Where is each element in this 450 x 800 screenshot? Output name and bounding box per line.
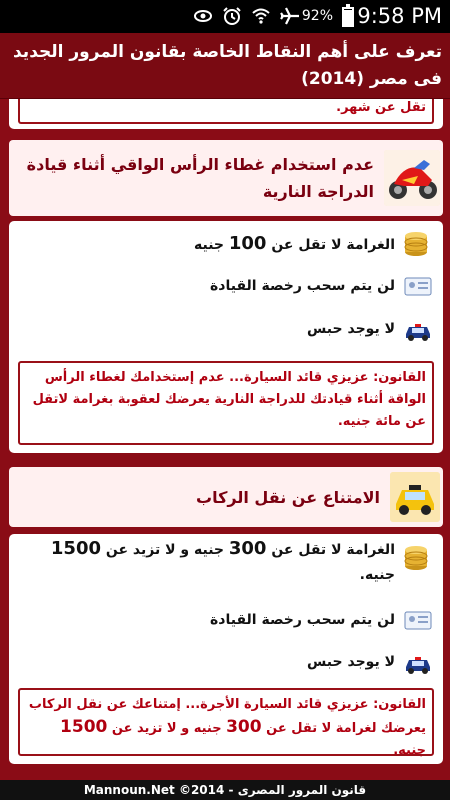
coins-icon: [403, 542, 433, 572]
fine-amount: 100: [228, 232, 267, 254]
motorcycle-icon: [384, 150, 440, 206]
police-car-icon: [403, 647, 433, 677]
license-row: [9, 600, 443, 640]
law-box: [18, 361, 434, 445]
prison-text: لا يوجد حبس: [307, 321, 395, 337]
eye-icon: [193, 6, 213, 26]
footer: [0, 780, 450, 800]
status-bar: [0, 0, 450, 33]
fine-row: [9, 223, 443, 263]
law-text: القانون: عزيزي قائد السيارة... عدم إستخدامك لغطاء الرأس الواقة أثناء قيادتك للدراجة النارية يعرضك لعقوبة بغرامة لاتقل عن مائة جنيه.: [32, 370, 426, 429]
violation-card: [9, 221, 443, 453]
fine-amount: 300: [228, 538, 267, 559]
topic-header[interactable]: [9, 140, 443, 216]
content-scroll[interactable]: [0, 99, 450, 780]
law-text: تقل عن شهر.: [336, 100, 426, 115]
fine-text: الغرامة لا تقل عن 100 جنيه: [193, 232, 395, 254]
prison-row: [9, 642, 443, 682]
law-box: [18, 688, 434, 756]
violation-card: [9, 534, 443, 764]
status-time: 9:58 PM: [357, 4, 442, 28]
alarm-icon: [222, 6, 242, 26]
coins-icon: [403, 228, 433, 258]
battery-percent: 92%: [301, 8, 333, 24]
topic-header[interactable]: [9, 467, 443, 527]
license-card-icon: [403, 605, 433, 635]
prison-row: [9, 309, 443, 349]
previous-card: [9, 99, 443, 129]
law-box: [18, 99, 434, 124]
license-card-icon: [403, 271, 433, 301]
law-text: القانون: عزيزي قائد السيارة الأجرة... إمتناعك عن نقل الركاب يعرضك لغرامة لا تقل عن 300 جنيه و لا تزيد عن 1500 جنيه.: [28, 697, 426, 758]
app-header: [0, 33, 450, 99]
prison-text: لا يوجد حبس: [307, 654, 395, 670]
footer-app: - قانون المرور المصرى: [228, 783, 367, 797]
page-title: تعرف على أهم النقاط الخاصة بقانون المرور الجديد فى مصر (2014): [12, 42, 442, 89]
fine-text: الغرامة لا تقل عن 300 جنيه و لا تزيد عن 1500 جنيه.: [50, 538, 395, 583]
battery-icon: [342, 7, 354, 27]
airplane-icon: [280, 6, 300, 26]
fine-amount-max: 1500: [50, 538, 102, 559]
license-row: [9, 266, 443, 306]
status-icons: [193, 6, 300, 26]
license-text: لن يتم سحب رخصة القيادة: [210, 278, 395, 294]
police-car-icon: [403, 314, 433, 344]
topic-title: عدم استخدام غطاء الرأس الواقي أثناء قيادة الدراجة النارية: [26, 155, 374, 201]
taxi-icon: [390, 472, 440, 522]
fine-row: [9, 536, 443, 586]
wifi-icon: [251, 6, 271, 26]
topic-title: الامتناع عن نقل الركاب: [196, 487, 380, 507]
license-text: لن يتم سحب رخصة القيادة: [210, 612, 395, 628]
footer-site: Mannoun.Net ©2014: [83, 783, 225, 797]
